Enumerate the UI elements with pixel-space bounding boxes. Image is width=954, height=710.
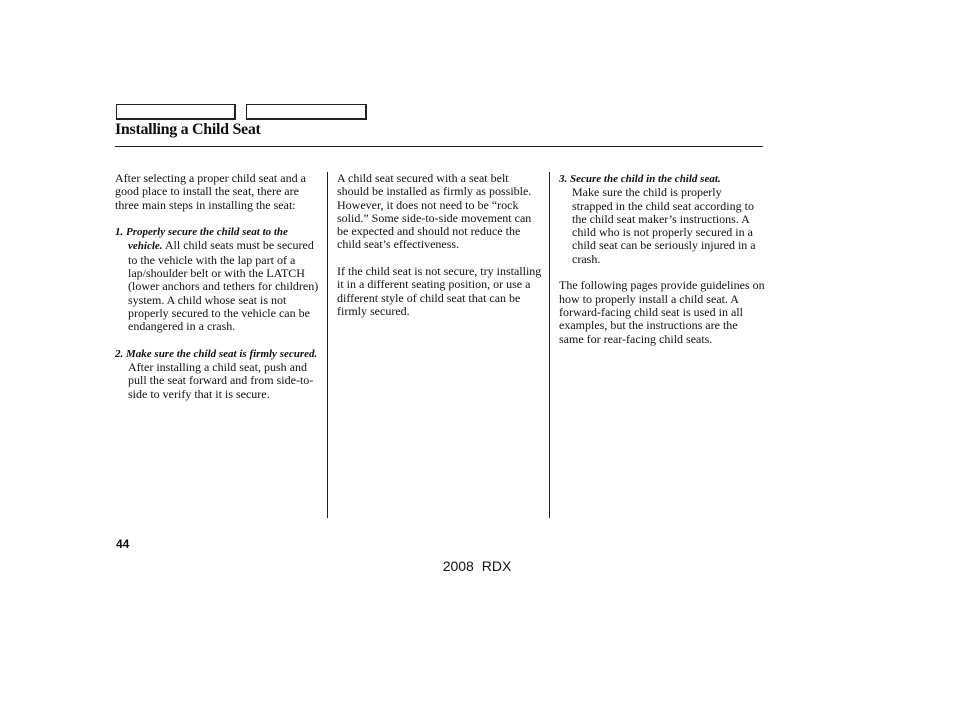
column-middle <box>337 172 543 332</box>
step-3-body: Make sure the child is properly strapped in the child seat according to the child seat maker’s instructions. A child who is not properly secured in a child seat can be seriously injured in a crash. <box>572 185 756 266</box>
page-number: 44 <box>116 537 130 551</box>
nav-button-previous[interactable] <box>116 104 236 120</box>
column-divider-right <box>549 172 550 518</box>
page-title: Installing a Child Seat <box>115 121 261 138</box>
column-right <box>559 172 765 359</box>
right-paragraph-1: The following pages provide guidelines on how to properly install a child seat. A forward-facing child seat is used in all examples, but the instructions are the same for rear-facing child seats. <box>559 278 765 346</box>
step-2 <box>115 347 321 401</box>
title-divider <box>115 146 763 147</box>
step-3 <box>559 172 765 266</box>
middle-paragraph-1: A child seat secured with a seat belt should be installed as firmly as possible. However, it does not need to be “rock solid.” Some side-to-side movement can be expected and should not reduce the child seat’s effectiveness. <box>337 171 532 252</box>
middle-paragraph-2: If the child seat is not secure, try installing it in a different seating position, or use a different style of child seat that can be firmly secured. <box>337 264 542 318</box>
intro-paragraph: After selecting a proper child seat and a good place to install the seat, there are three main steps in installing the seat: <box>115 171 306 212</box>
step-1-body: All child seats must be secured to the vehicle with the lap part of a lap/shoulder belt or with the LATCH (lower anchors and tethers for children) system. A child whose seat is not properly secured to the vehicle can be endangered in a crash. <box>128 238 319 334</box>
step-1 <box>115 225 321 333</box>
step-2-body: After installing a child seat, push and pull the seat forward and from side-to-side to verify that it is secure. <box>128 360 314 401</box>
step-2-title: 2. Make sure the child seat is firmly secured. <box>115 347 318 360</box>
nav-button-next[interactable] <box>246 104 367 120</box>
model-footer: 2008 RDX <box>442 558 512 574</box>
step-3-title: 3. Secure the child in the child seat. <box>559 173 721 185</box>
step-1-title: 1. Properly secure the child seat to the vehicle. <box>115 226 288 253</box>
column-divider-left <box>327 172 328 518</box>
column-left <box>115 172 321 414</box>
